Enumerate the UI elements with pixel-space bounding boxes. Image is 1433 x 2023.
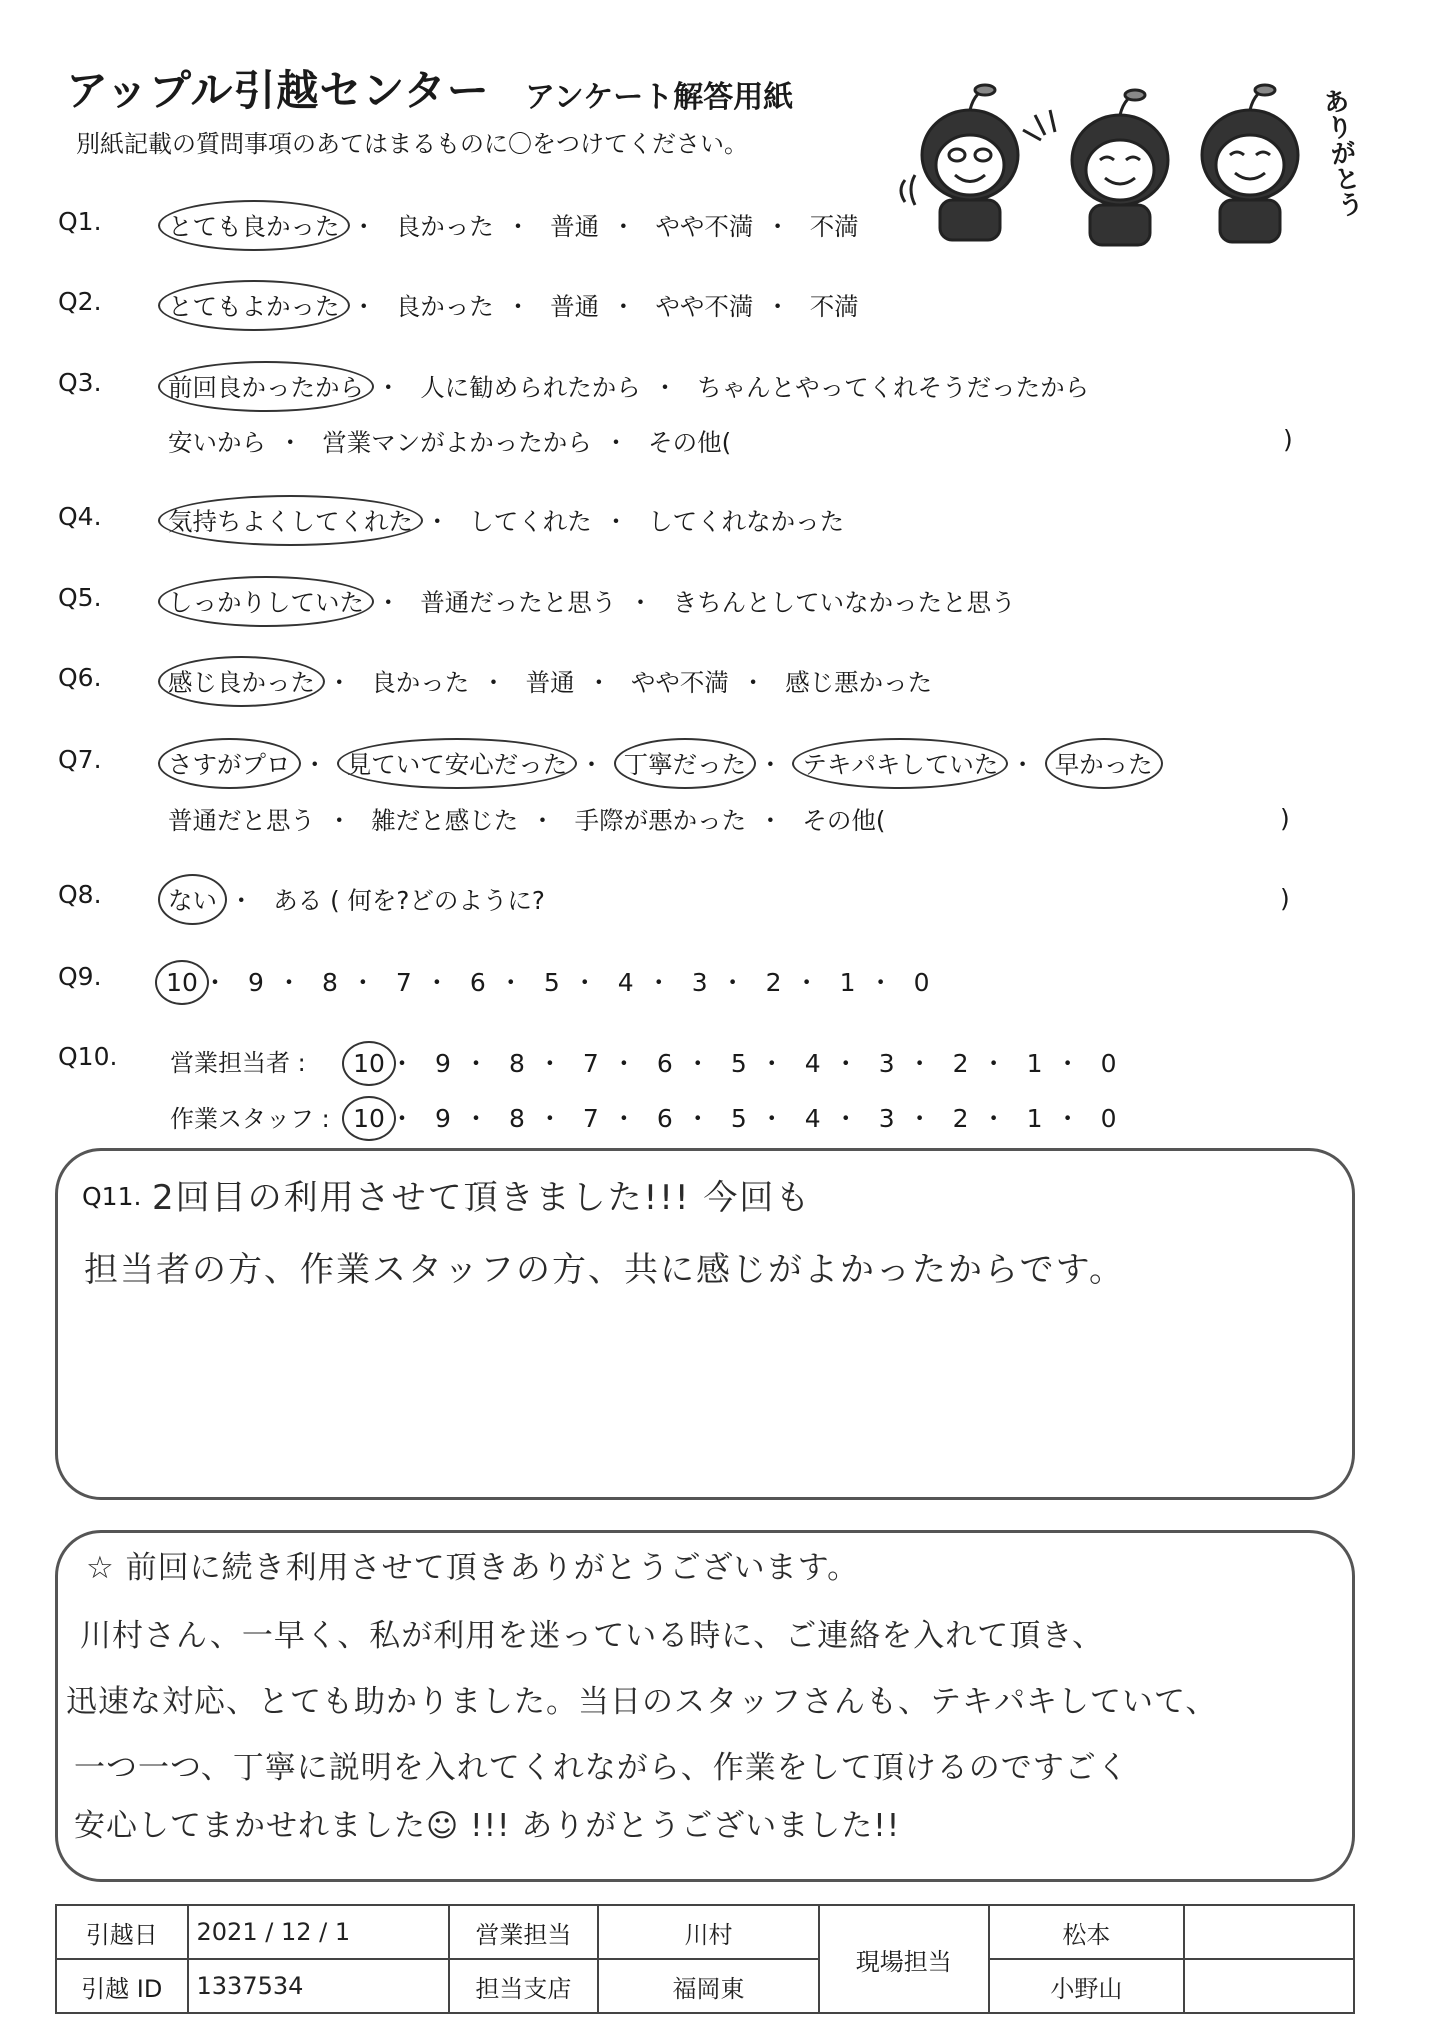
move-date-label: 引越日 bbox=[56, 1905, 188, 1959]
q10-staff-score-6[interactable]: 6 bbox=[656, 1104, 673, 1133]
q10-staff-score-10[interactable]: 10 bbox=[353, 1104, 385, 1133]
q10-sales-score-10[interactable]: 10 bbox=[353, 1049, 385, 1078]
q1-option-2[interactable]: 良かった bbox=[395, 212, 494, 241]
q10-staff-score-7[interactable]: 7 bbox=[582, 1104, 599, 1133]
form-title: アンケート解答用紙 bbox=[525, 80, 794, 115]
q9-score-4[interactable]: 4 bbox=[617, 968, 634, 997]
q3-option-2[interactable]: 人に勧められたから bbox=[420, 373, 641, 402]
q6-options: 感じ良かった ・ 良かった ・ 普通 ・ やや不満 ・ 感じ悪かった bbox=[168, 664, 932, 699]
q9-score-5[interactable]: 5 bbox=[543, 968, 560, 997]
q6-option-4[interactable]: やや不満 bbox=[630, 668, 729, 697]
q7-option-other[interactable]: その他( bbox=[802, 806, 886, 835]
q9-score-9[interactable]: 9 bbox=[248, 968, 264, 997]
site-rep-value-2: 小野山 bbox=[989, 1959, 1184, 2013]
q4-option-3[interactable]: してくれなかった bbox=[648, 507, 845, 536]
q4-label: Q4. bbox=[58, 502, 102, 531]
monkey-mascots-illustration bbox=[895, 60, 1365, 260]
scale-separator: ・ bbox=[685, 1049, 711, 1078]
scale-separator: ・ bbox=[276, 968, 302, 997]
q7-option-3[interactable]: 丁寧だった bbox=[624, 746, 747, 781]
move-id-label: 引越 ID bbox=[56, 1959, 188, 2013]
q5-options: しっかりしていた ・ 普通だったと思う ・ きちんとしていなかったと思う bbox=[168, 584, 1016, 619]
q10-sales-score-5[interactable]: 5 bbox=[730, 1049, 747, 1078]
q4-option-1[interactable]: 気持ちよくしてくれた bbox=[168, 503, 413, 538]
scale-separator: ・ bbox=[611, 1049, 637, 1078]
q7-option-5[interactable]: 早かった bbox=[1055, 746, 1153, 781]
q8-options: ない ・ ある ( 何を?どのように? bbox=[168, 882, 545, 917]
q10-label: Q10. bbox=[58, 1042, 118, 1071]
q2-option-3[interactable]: 普通 bbox=[550, 292, 600, 321]
q7-close-paren: ) bbox=[1280, 804, 1290, 833]
q3-option-1[interactable]: 前回良かったから bbox=[168, 369, 364, 404]
q10-staff-score-3[interactable]: 3 bbox=[878, 1104, 895, 1133]
q5-option-3[interactable]: きちんとしていなかったと思う bbox=[672, 588, 1016, 617]
q10-staff-score-4[interactable]: 4 bbox=[804, 1104, 821, 1133]
q10-sales-score-8[interactable]: 8 bbox=[508, 1049, 525, 1078]
q3-option-5[interactable]: 営業マンがよかったから bbox=[322, 428, 592, 457]
q10-sales-text: 営業担当者 bbox=[170, 1049, 290, 1077]
q10-sales-score-6[interactable]: 6 bbox=[656, 1049, 673, 1078]
scale-separator: ・ bbox=[463, 1104, 489, 1133]
scale-separator: ・ bbox=[720, 968, 746, 997]
sales-rep-value: 川村 bbox=[598, 1905, 819, 1959]
q7-options-line2: 普通だと思う ・ 雑だと感じた ・ 手際が悪かった ・ その他( bbox=[168, 806, 886, 835]
q6-option-1[interactable]: 感じ良かった bbox=[168, 664, 315, 699]
thanks-text: ありがとう bbox=[1317, 86, 1365, 220]
q11-answer-line1: 2回目の利用させて頂きました!!! 今回も bbox=[152, 1178, 812, 1218]
q3-option-4[interactable]: 安いから bbox=[168, 428, 266, 457]
company-name: アップル引越センター bbox=[66, 66, 490, 115]
q10-sales-score-9[interactable]: 9 bbox=[435, 1049, 451, 1078]
q1-option-3[interactable]: 普通 bbox=[550, 212, 600, 241]
q9-scale bbox=[165, 963, 939, 999]
site-rep-value-1: 松本 bbox=[989, 1905, 1184, 1959]
q10-staff-score-2[interactable]: 2 bbox=[952, 1104, 969, 1133]
q9-score-8[interactable]: 8 bbox=[321, 968, 338, 997]
q3-close-paren: ) bbox=[1283, 425, 1293, 454]
q10-sales-score-4[interactable]: 4 bbox=[804, 1049, 821, 1078]
q10-sales-score-1[interactable]: 1 bbox=[1026, 1049, 1043, 1078]
q7-option-7[interactable]: 雑だと感じた bbox=[371, 806, 519, 835]
scale-separator: ・ bbox=[350, 968, 376, 997]
scale-separator: ・ bbox=[389, 1104, 415, 1133]
scale-separator: ・ bbox=[907, 1104, 933, 1133]
q6-option-5[interactable]: 感じ悪かった bbox=[785, 668, 933, 697]
q10-staff-scale bbox=[352, 1099, 1126, 1135]
scale-separator: ・ bbox=[463, 1049, 489, 1078]
q7-option-1[interactable]: さすがプロ bbox=[168, 746, 291, 781]
q9-label: Q9. bbox=[58, 962, 102, 991]
scale-separator: ・ bbox=[759, 1104, 785, 1133]
q8-label: Q8. bbox=[58, 880, 102, 909]
q3-label: Q3. bbox=[58, 368, 102, 397]
q1-options: とても良かった ・ 良かった ・ 普通 ・ やや不満 ・ 不満 bbox=[168, 208, 859, 243]
sales-rep-label: 営業担当 bbox=[449, 1905, 599, 1959]
note-line4: 一つ一つ、丁寧に説明を入れてくれながら、作業をして頂けるのですごく bbox=[74, 1750, 1129, 1786]
q11-answer-line2: 担当者の方、作業スタッフの方、共に感じがよかったからです。 bbox=[84, 1250, 1125, 1290]
q8-option-1[interactable]: ない bbox=[168, 882, 217, 917]
scale-separator: ・ bbox=[981, 1049, 1007, 1078]
q10-sales-score-7[interactable]: 7 bbox=[582, 1049, 599, 1078]
branch-value: 福岡東 bbox=[598, 1959, 819, 2013]
q4-options: 気持ちよくしてくれた ・ してくれた ・ してくれなかった bbox=[168, 503, 844, 538]
q7-option-6[interactable]: 普通だと思う bbox=[168, 806, 315, 835]
q5-label: Q5. bbox=[58, 583, 102, 612]
note-line3: 迅速な対応、とても助かりました。当日のスタッフさんも、テキパキしていて、 bbox=[66, 1684, 1218, 1720]
note-line5: 安心してまかせれました☺ !!! ありがとうございました!! bbox=[74, 1808, 901, 1844]
q5-option-2[interactable]: 普通だったと思う bbox=[420, 588, 617, 617]
q3-options-line1: 前回良かったから ・ 人に勧められたから ・ ちゃんとやってくれそうだったから bbox=[168, 369, 1089, 404]
q9-score-0[interactable]: 0 bbox=[913, 968, 930, 997]
q7-options-line1: さすがプロ ・ 見ていて安心だった ・ 丁寧だった ・ テキパキしていた ・ 早かった bbox=[168, 746, 1153, 781]
q10-staff-label: 作業スタッフ : bbox=[170, 1105, 330, 1133]
q1-label: Q1. bbox=[58, 207, 102, 236]
q1-option-5[interactable]: 不満 bbox=[809, 212, 859, 241]
q7-label: Q7. bbox=[58, 745, 102, 774]
scale-separator: ・ bbox=[685, 1104, 711, 1133]
site-rep-label: 現場担当 bbox=[819, 1905, 989, 2013]
q5-option-1[interactable]: しっかりしていた bbox=[168, 584, 364, 619]
q9-score-3[interactable]: 3 bbox=[691, 968, 708, 997]
q2-label: Q2. bbox=[58, 287, 102, 316]
q11-label: Q11. bbox=[82, 1182, 142, 1211]
q10-sales-scale bbox=[352, 1044, 1126, 1080]
q9-score-10[interactable]: 10 bbox=[166, 968, 198, 997]
scale-separator: ・ bbox=[202, 968, 228, 997]
scale-separator: ・ bbox=[759, 1049, 785, 1078]
q4-option-2[interactable]: してくれた bbox=[469, 507, 592, 536]
scale-separator: ・ bbox=[794, 968, 820, 997]
site-rep-empty-1 bbox=[1184, 1905, 1354, 1959]
move-date-value: 2021 / 12 / 1 bbox=[188, 1905, 449, 1959]
scale-separator: ・ bbox=[537, 1104, 563, 1133]
q10-staff-score-1[interactable]: 1 bbox=[1026, 1104, 1043, 1133]
q2-option-5[interactable]: 不満 bbox=[809, 292, 859, 321]
scale-separator: ・ bbox=[1055, 1104, 1081, 1133]
site-rep-empty-2 bbox=[1184, 1959, 1354, 2013]
q10-staff-score-8[interactable]: 8 bbox=[508, 1104, 525, 1133]
q10-staff-score-0[interactable]: 0 bbox=[1100, 1104, 1117, 1133]
q10-staff-text: 作業スタッフ bbox=[170, 1105, 314, 1133]
note-line1: ☆ 前回に続き利用させて頂きありがとうございます。 bbox=[86, 1550, 860, 1586]
q7-option-4[interactable]: テキパキしていた bbox=[802, 746, 998, 781]
scale-separator: ・ bbox=[1055, 1049, 1081, 1078]
q2-option-2[interactable]: 良かった bbox=[395, 292, 494, 321]
note-line2: 川村さん、一早く、私が利用を迷っている時に、ご連絡を入れて頂き、 bbox=[80, 1618, 1104, 1654]
scale-separator: ・ bbox=[868, 968, 894, 997]
q2-options: とてもよかった ・ 良かった ・ 普通 ・ やや不満 ・ 不満 bbox=[168, 288, 859, 323]
q1-option-1[interactable]: とても良かった bbox=[168, 208, 340, 243]
q9-score-2[interactable]: 2 bbox=[765, 968, 782, 997]
q9-score-1[interactable]: 1 bbox=[839, 968, 856, 997]
q1-option-4[interactable]: やや不満 bbox=[655, 212, 754, 241]
q7-option-2[interactable]: 見ていて安心だった bbox=[347, 746, 568, 781]
scale-separator: ・ bbox=[537, 1049, 563, 1078]
instruction-text: 別紙記載の質問事項のあてはまるものに〇をつけてください。 bbox=[76, 130, 748, 158]
q10-sales-label: 営業担当者 : bbox=[170, 1049, 306, 1077]
q3-option-3[interactable]: ちゃんとやってくれそうだったから bbox=[697, 373, 1090, 402]
q3-options-line2: 安いから ・ 営業マンがよかったから ・ その他( bbox=[168, 428, 732, 457]
info-table bbox=[55, 1904, 1355, 2014]
scale-separator: ・ bbox=[907, 1049, 933, 1078]
q2-option-4[interactable]: やや不満 bbox=[655, 292, 754, 321]
q3-option-other[interactable]: その他( bbox=[648, 428, 732, 457]
q6-option-2[interactable]: 良かった bbox=[371, 668, 470, 697]
move-id-value: 1337534 bbox=[188, 1959, 449, 2013]
scale-separator: ・ bbox=[389, 1049, 415, 1078]
q8-close-paren: ) bbox=[1280, 884, 1290, 913]
scale-separator: ・ bbox=[981, 1104, 1007, 1133]
q2-option-1[interactable]: とてもよかった bbox=[168, 288, 340, 323]
q10-staff-score-5[interactable]: 5 bbox=[730, 1104, 747, 1133]
q10-sales-score-0[interactable]: 0 bbox=[1100, 1049, 1117, 1078]
scale-separator: ・ bbox=[498, 968, 524, 997]
scale-separator: ・ bbox=[424, 968, 450, 997]
q10-staff-score-9[interactable]: 9 bbox=[435, 1104, 451, 1133]
scale-separator: ・ bbox=[833, 1049, 859, 1078]
branch-label: 担当支店 bbox=[449, 1959, 599, 2013]
scale-separator: ・ bbox=[572, 968, 598, 997]
q7-option-8[interactable]: 手際が悪かった bbox=[574, 806, 747, 835]
q9-score-6[interactable]: 6 bbox=[469, 968, 486, 997]
q8-option-2[interactable]: ある ( 何を?どのように? bbox=[273, 886, 545, 915]
q10-sales-score-3[interactable]: 3 bbox=[878, 1049, 895, 1078]
scale-separator: ・ bbox=[611, 1104, 637, 1133]
q9-score-7[interactable]: 7 bbox=[395, 968, 412, 997]
q6-option-3[interactable]: 普通 bbox=[525, 668, 575, 697]
q6-label: Q6. bbox=[58, 663, 102, 692]
scale-separator: ・ bbox=[833, 1104, 859, 1133]
scale-separator: ・ bbox=[646, 968, 672, 997]
q10-sales-score-2[interactable]: 2 bbox=[952, 1049, 969, 1078]
